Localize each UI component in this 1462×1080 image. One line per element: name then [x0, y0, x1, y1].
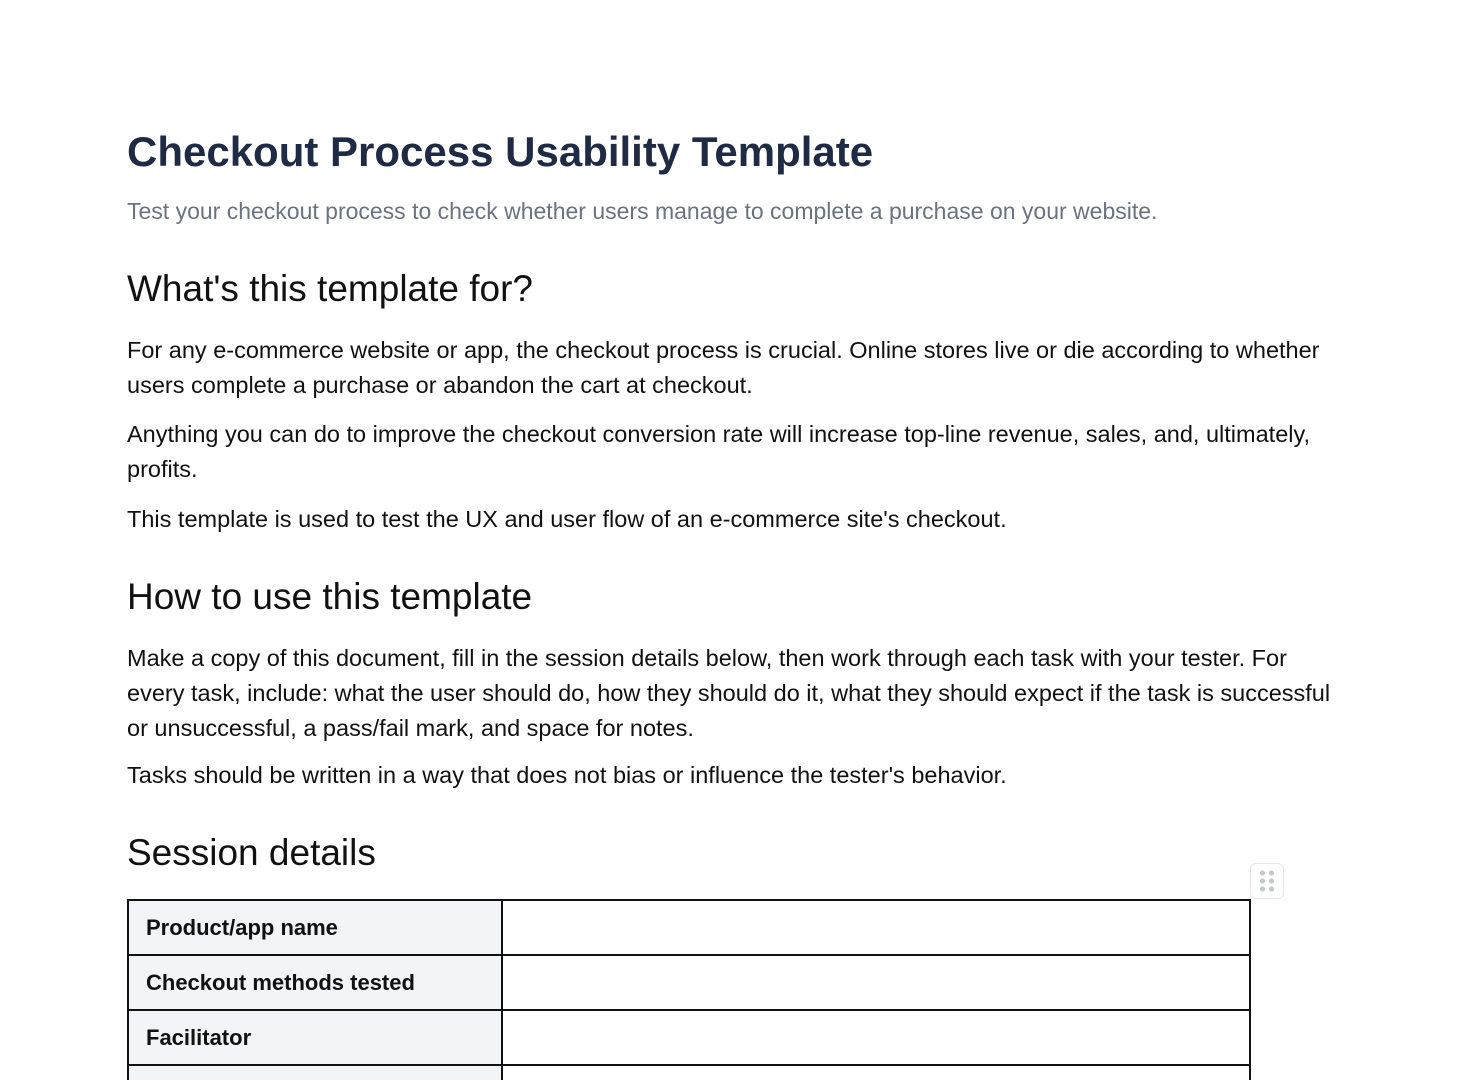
- table-cell-label: Product/app name: [128, 900, 502, 955]
- section-heading-what: What's this template for?: [127, 268, 534, 309]
- paragraph: Tasks should be written in a way that does not bias or influence the tester's behavior.: [127, 762, 1007, 788]
- paragraph: For any e-commerce website or app, the checkout process is crucial. Online stores live or die according to whether users complete a purchase or abandon the cart at checkout.: [127, 337, 1320, 398]
- section-heading-session: Session details: [127, 832, 376, 873]
- section-heading-how: How to use this template: [127, 576, 533, 617]
- page-title: Checkout Process Usability Template: [127, 128, 874, 175]
- table-row: [128, 955, 1250, 1010]
- paragraph: Anything you can do to improve the checkout conversion rate will increase top-line revenue, sales, and, ultimately, profits.: [127, 421, 1311, 482]
- table-row: [128, 1065, 1250, 1080]
- paragraph: Make a copy of this document, fill in the session details below, then work through each task with your tester. For every task, include: what the user should do, how they should do it, what they should expect if the task is successful or unsuccessful, a pass/fail mark, and space for notes.: [127, 645, 1331, 741]
- table-cell-label: [128, 1065, 502, 1080]
- table-row: [128, 1010, 1250, 1065]
- table-row: [128, 900, 1250, 955]
- table-drag-handle[interactable]: [1250, 863, 1284, 899]
- page-subtitle: Test your checkout process to check whether users manage to complete a purchase on your website.: [127, 198, 1158, 224]
- drag-handle-icon: [1251, 864, 1283, 898]
- table-cell-value[interactable]: [502, 900, 1250, 955]
- session-details-table: [127, 899, 1251, 1080]
- table-cell-label: Facilitator: [128, 1010, 502, 1065]
- table-cell-value[interactable]: [502, 1010, 1250, 1065]
- table-cell-label: Checkout methods tested: [128, 955, 502, 1010]
- table-cell-value[interactable]: [502, 955, 1250, 1010]
- paragraph: This template is used to test the UX and user flow of an e-commerce site's checkout.: [127, 506, 1007, 532]
- table-cell-value[interactable]: [502, 1065, 1250, 1080]
